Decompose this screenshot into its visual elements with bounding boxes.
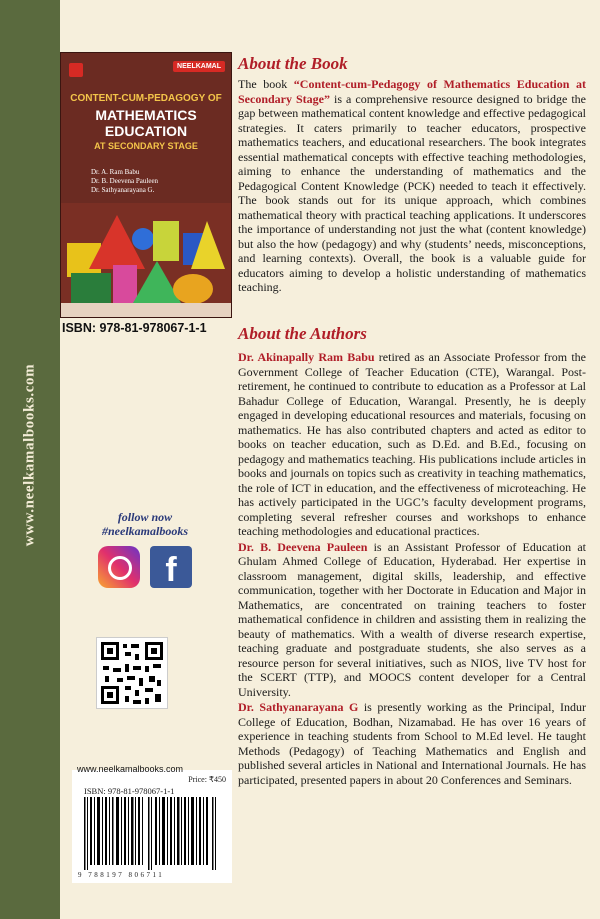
cover-brand: NEELKAMAL: [173, 61, 225, 72]
price-label: Price: ₹450: [188, 775, 226, 784]
cover-author: Dr. A. Ram Babu: [91, 168, 140, 176]
about-book-intro: The book: [238, 77, 294, 91]
author-bio: [238, 700, 586, 787]
author-name: Dr. Akinapally Ram Babu: [238, 350, 375, 364]
cover-author: Dr. B. Deevena Pauleen: [91, 177, 159, 185]
spine-band: [0, 0, 60, 919]
author-bio: [238, 350, 586, 539]
about-book-body: is a comprehensive resource designed to bridge the gap between mathematical content knowledge and effective pedagogical strategies. It caters primarily to teacher educators, prospective mathematics teachers, and educational researchers. The book integrates essential mathematical concepts with effective teaching methodologies, aiming to enhance the understanding of mathematics and the Pedagogical Content Knowledge (PCK) needed to teach it effectively. The book stands out for its unique approach, which combines mathematical theory with practical teaching applications. It underscores the importance of understanding not just the what (content knowledge) but also the how (pedagogy) and why (students’ needs, misconceptions, and learning contexts). Overall, the book is a valuable guide for educators aiming to develop a holistic understanding of mathematics teaching.: [238, 91, 587, 294]
barcode-bars: [82, 797, 222, 870]
author-name: Dr. Sathyanarayana G: [238, 700, 359, 714]
cover-authors: [91, 168, 158, 195]
social-follow-block: [85, 510, 205, 588]
author-bio-text: is presently working as the Principal, Indur College of Education, Bodhan, Nizamabad. He has over 16 years of experience in teaching students from School to M.Ed level. He taught Methods (Pedagogy) of Teaching Mathematics and English and published several articles in National and International Journals. He has participated, presented papers in about 20 Conferences and Seminars.: [238, 700, 586, 787]
author-bio-text: is an Assistant Professor of Education at Ghulam Ahmed College of Education, Hyderabad. Her expertise in classroom management, digital skills, leadership, and effective communication, together with her Doctorate in Education and Major in Mathematics, are concentrated on training teachers to foster mathematical confidence in children and assisting them in realizing the beauty of mathematics. With a wealth of diverse research expertise, teaching graduate and postgraduate students, she also serves as a resource person for several initiatives, such as NIOS, live TV host for the SCERT (TTP), and MOOCS content developer for a Central University.: [238, 539, 586, 699]
cover-kicker: CONTENT-CUM-PEDAGOGY OF: [70, 93, 222, 104]
author-bio: [238, 540, 586, 700]
hashtag-text: #neelkamalbooks: [102, 524, 188, 538]
isbn-label: ISBN: 978-81-978067-1-1: [62, 321, 207, 335]
book-cover-image: [60, 52, 232, 318]
facebook-icon[interactable]: f: [150, 546, 192, 588]
about-book-heading: About the Book: [238, 54, 348, 73]
book-title-highlight: “Content-cum-Pedagogy of Mathematics Education at Secondary Stage”: [238, 77, 586, 106]
spine-website: www.neelkamalbooks.com: [21, 363, 38, 547]
qr-code: [96, 637, 168, 709]
cover-title: [61, 107, 231, 139]
about-book-section: [238, 54, 586, 295]
instagram-icon[interactable]: [98, 546, 140, 588]
barcode-url: www.neelkamalbooks.com: [77, 764, 184, 774]
about-authors-heading: About the Authors: [238, 324, 367, 343]
barcode-box: [72, 764, 232, 883]
authors-section: [238, 350, 586, 788]
geometric-shapes-illustration: [61, 203, 231, 318]
publisher-logo-icon: [69, 63, 83, 77]
follow-text: follow now: [117, 510, 173, 524]
author-bio-text: retired as an Associate Professor from the Government College of Teacher Education (CTE), Warangal. Post-retirement, he continued to contribute to education as a Professor at Lal Bahadur College of Education, Warangal. Presently, he is deeply engaged in developing educational resources and materials, focusing on mathematics. He has also contributed chapters and acted as editor to books on teacher education, such as D.Ed. and B.Ed., focusing on pedagogy and mathematics teaching. His publications include articles in books and journals on topics such as creativity in teaching mathematics, the role of ICT in education, and the effectiveness of microteaching. He has actively participated in the UGC’s faculty development programs, completing several refresher courses and workshops to enhance teaching methodologies and educational practices.: [238, 350, 586, 538]
about-book-text: [238, 77, 586, 295]
cover-subtitle: AT SECONDARY STAGE: [94, 141, 198, 151]
cover-title-line1: MATHEMATICS: [95, 107, 197, 123]
barcode-digits: 9 788197 806711: [78, 871, 165, 879]
cover-title-line2: EDUCATION: [104, 123, 188, 139]
barcode-isbn: ISBN: 978-81-978067-1-1: [84, 786, 175, 796]
author-name: Dr. B. Deevena Pauleen: [238, 539, 368, 554]
cover-author: Dr. Sathyanarayana G.: [91, 186, 155, 194]
